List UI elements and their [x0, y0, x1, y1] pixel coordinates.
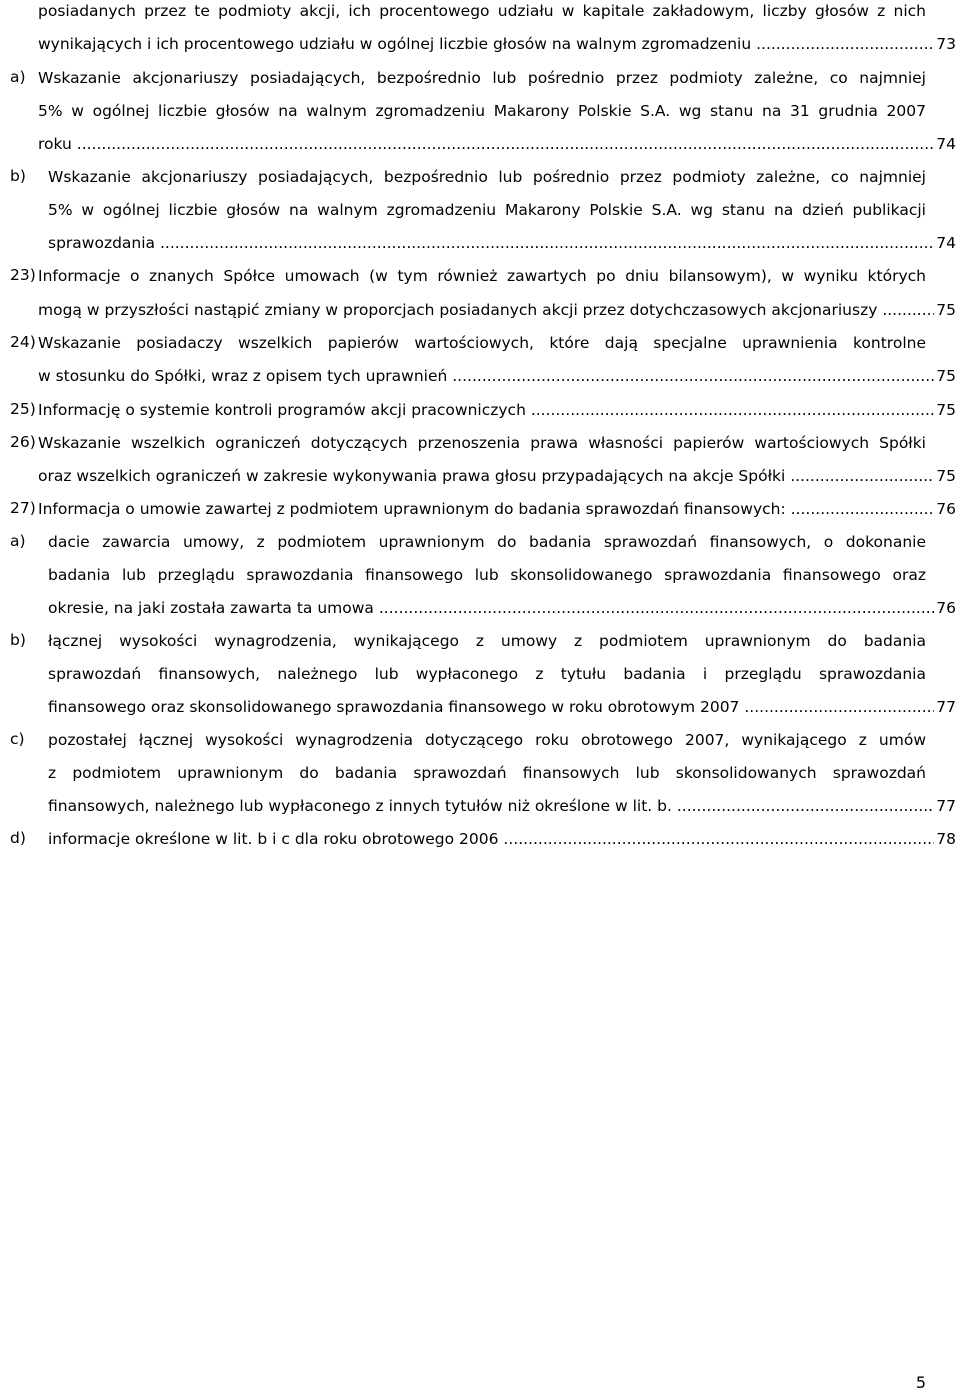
toc-entry-page: 75	[936, 401, 956, 419]
toc-entry-page: 75	[936, 467, 956, 485]
toc-entry-page: 77	[936, 797, 956, 815]
toc-entry-page: 76	[936, 599, 956, 617]
toc-entry-marker: 27)	[10, 499, 36, 517]
toc-entry-marker: b)	[10, 167, 26, 185]
toc-entry-text: Wskazanie wszelkich ograniczeń dotyczących przenoszenia prawa własności papierów wartościowych Spółki	[38, 434, 926, 452]
toc-entry-text: Informacja o umowie zawartej z podmiotem uprawnionym do badania sprawozdań finansowych: .....	[38, 500, 956, 518]
toc-entry-page: 75	[936, 367, 956, 385]
toc-entry-text: wynikających i ich procentowego udziału w ogólnej liczbie głosów na walnym zgromadzeniu .....	[38, 35, 956, 53]
toc-entry-text: posiadanych przez te podmioty akcji, ich procentowego udziału w kapitale zakładowym, liczby głosów z nich	[38, 2, 926, 20]
toc-entry-text: Wskazanie posiadaczy wszelkich papierów wartościowych, które dają specjalne uprawnienia kontrolne	[38, 334, 926, 352]
toc-entry-page: 76	[936, 500, 956, 518]
toc-entry-page: 74	[936, 135, 956, 153]
toc-entry-text: 5% w ogólnej liczbie głosów na walnym zgromadzeniu Makarony Polskie S.A. wg stanu na 31 grudnia 2007	[38, 102, 926, 120]
toc-entry-text: mogą w przyszłości nastąpić zmiany w proporcjach posiadanych akcji przez dotychczasowych akcjonariuszy .....	[38, 301, 956, 319]
toc-entry-text: Informację o systemie kontroli programów akcji pracowniczych .....	[38, 401, 956, 419]
toc-entry-text: w stosunku do Spółki, wraz z opisem tych uprawnień .....	[38, 367, 956, 385]
toc-entry-marker: 26)	[10, 433, 36, 451]
toc-entry-text: dacie zawarcia umowy, z podmiotem uprawnionym do badania sprawozdań finansowych, o dokonanie	[48, 533, 926, 551]
toc-entry-page: 77	[936, 698, 956, 716]
toc-entry-page: 74	[936, 234, 956, 252]
toc-entry-page: 78	[936, 830, 956, 848]
page-number: 5	[915, 1373, 926, 1392]
toc-entry-page: 75	[936, 301, 956, 319]
toc-entry-text: sprawozdania .....	[48, 234, 956, 252]
toc-entry-text: z podmiotem uprawnionym do badania sprawozdań finansowych lub skonsolidowanych sprawozdań	[48, 764, 926, 782]
toc-entry-text: okresie, na jaki została zawarta ta umowa .....	[48, 599, 956, 617]
toc-entry-text: Informacje o znanych Spółce umowach (w tym również zawartych po dniu bilansowym), w wyniku których	[38, 267, 926, 285]
toc-entry-text: pozostałej łącznej wysokości wynagrodzenia dotyczącego roku obrotowego 2007, wynikającego z umów	[48, 731, 926, 749]
toc-entry-text: oraz wszelkich ograniczeń w zakresie wykonywania prawa głosu przypadających na akcje Spółki .....	[38, 467, 956, 485]
toc-entry-text: badania lub przeglądu sprawozdania finansowego lub skonsolidowanego sprawozdania finansowego oraz	[48, 566, 926, 584]
toc-entry-marker: d)	[10, 829, 26, 847]
toc-entry-marker: a)	[10, 532, 26, 550]
toc-entry-text: 5% w ogólnej liczbie głosów na walnym zgromadzeniu Makarony Polskie S.A. wg stanu na dzień publikacji	[48, 201, 926, 219]
toc-entry-marker: 23)	[10, 266, 36, 284]
toc-entry-text: Wskazanie akcjonariuszy posiadających, bezpośrednio lub pośrednio przez podmioty zależne, co najmniej	[48, 168, 926, 186]
toc-entry-text: finansowego oraz skonsolidowanego sprawozdania finansowego w roku obrotowym 2007 .....	[48, 698, 956, 716]
toc-entry-text: łącznej wysokości wynagrodzenia, wynikającego z umowy z podmiotem uprawnionym do badania	[48, 632, 926, 650]
toc-entry-marker: c)	[10, 730, 25, 748]
toc-entry-marker: 24)	[10, 333, 36, 351]
toc-entry-text: sprawozdań finansowych, należnego lub wypłaconego z tytułu badania i przeglądu sprawozdania	[48, 665, 926, 683]
toc-entry-marker: 25)	[10, 400, 36, 418]
toc-entry-text: informacje określone w lit. b i c dla roku obrotowego 2006 .....	[48, 830, 956, 848]
toc-entry-text: roku .....	[38, 135, 956, 153]
toc-entry-marker: b)	[10, 631, 26, 649]
toc-entry-text: Wskazanie akcjonariuszy posiadających, bezpośrednio lub pośrednio przez podmioty zależne, co najmniej	[38, 69, 926, 87]
toc-entry-marker: a)	[10, 68, 26, 86]
toc-entry-page: 73	[936, 35, 956, 53]
toc-entry-text: finansowych, należnego lub wypłaconego z innych tytułów niż określone w lit. b. .....	[48, 797, 956, 815]
